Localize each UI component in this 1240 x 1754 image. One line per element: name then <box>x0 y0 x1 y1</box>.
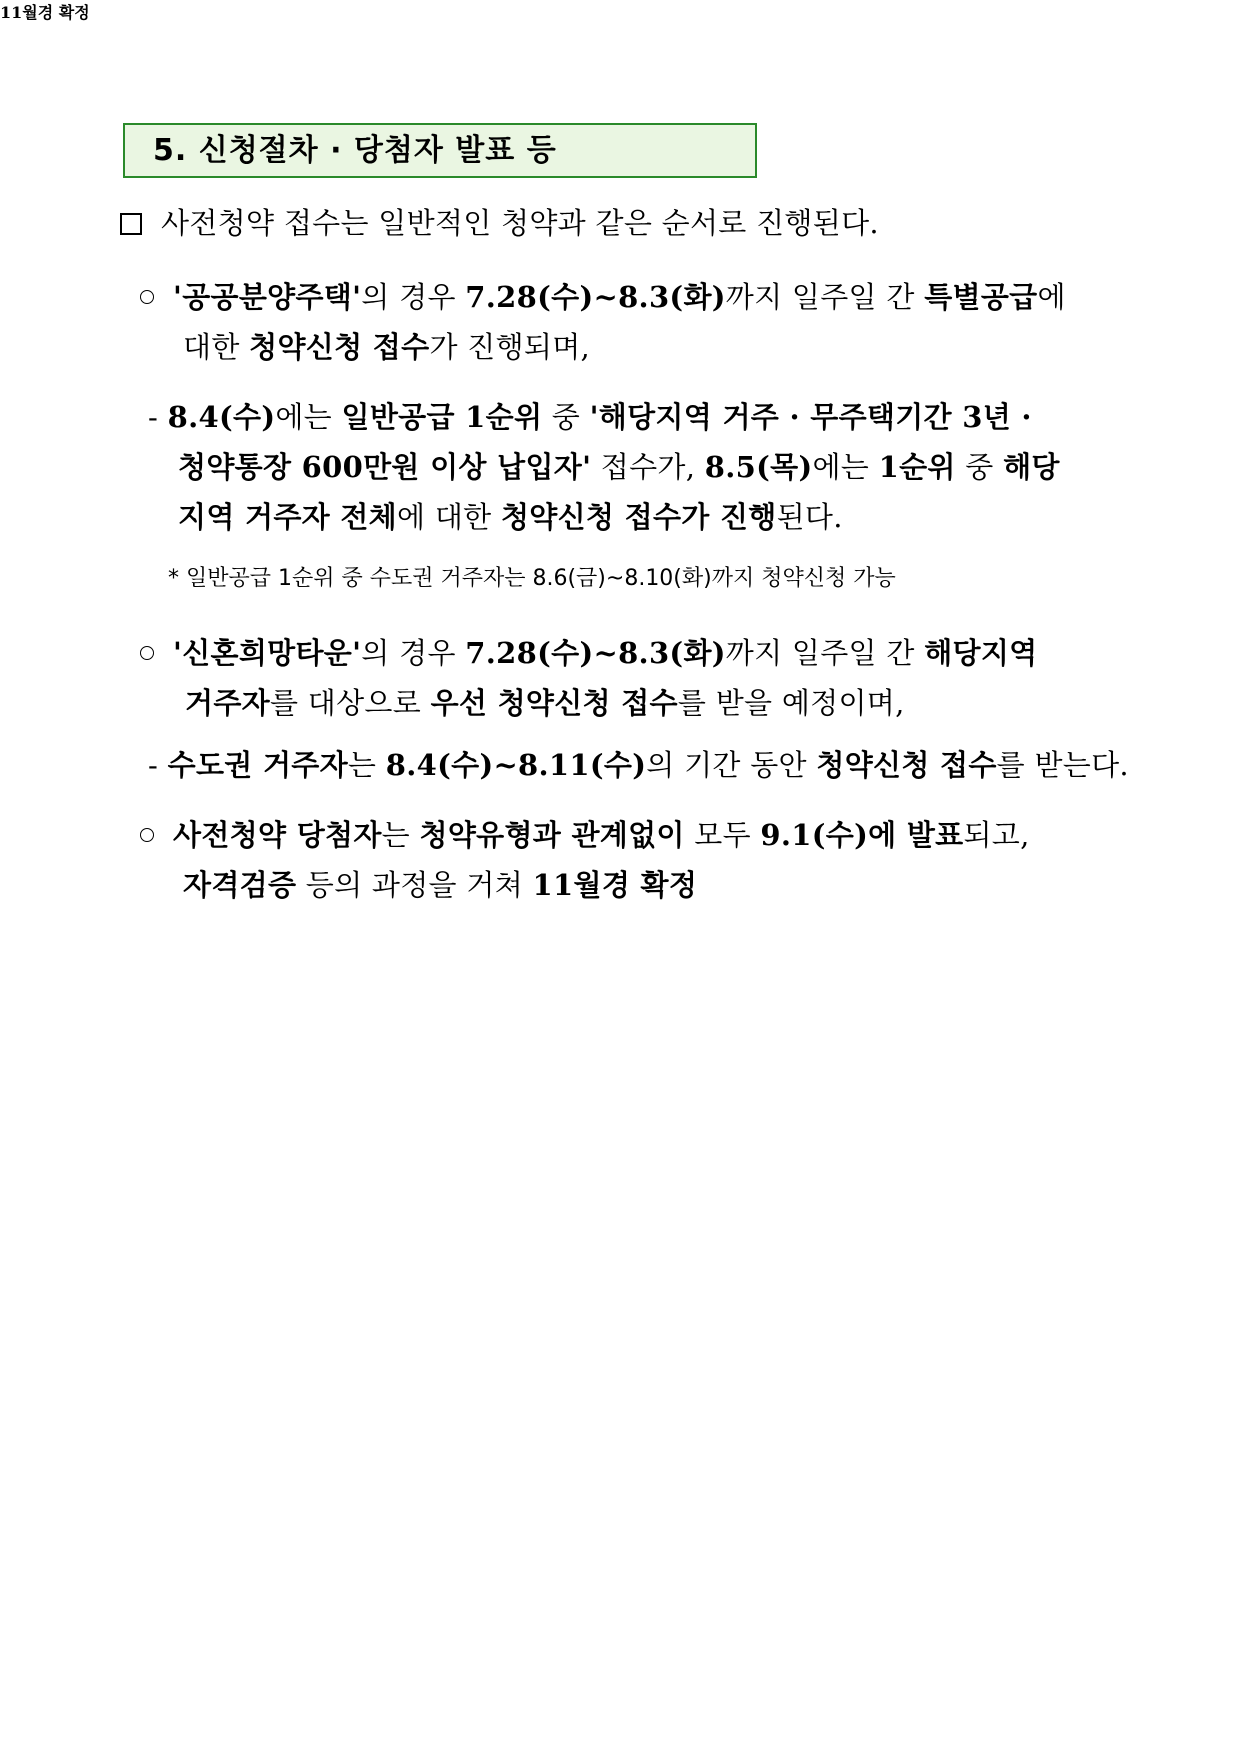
paragraph-4-line-2: 거주자를 대상으로 우선 청약신청 접수를 받을 예정이며, <box>185 686 905 720</box>
paragraph-6-line-2: 자격검증 등의 과정을 거쳐 11월경 확정 <box>183 868 698 902</box>
paragraph-3-line-2: 청약통장 600만원 이상 납입자' 접수가, 8.5(목)에는 1순위 중 해당 <box>178 450 1060 484</box>
paragraph-5: - 수도권 거주자는 8.4(수)~8.11(수)의 기간 동안 청약신청 접수를 받는다. <box>148 748 1129 782</box>
circle-bullet-icon <box>140 828 154 842</box>
circle-bullet-icon <box>140 646 154 660</box>
paragraph-6-line-1: 사전청약 당첨자는 청약유형과 관계없이 모두 9.1(수)에 발표되고, <box>140 810 1030 860</box>
paragraph-2-line-1: '공공분양주택'의 경우 7.28(수)~8.3(화)까지 일주일 간 특별공급에 <box>140 272 1066 322</box>
note-1: * 일반공급 1순위 중 수도권 거주자는 8.6(금)~8.10(화)까지 청약신청 가능 <box>168 566 896 591</box>
section-heading: 5. 신청절차 · 당첨자 발표 등 <box>123 123 757 178</box>
paragraph-1-text: 사전청약 접수는 일반적인 청약과 같은 순서로 진행된다. <box>161 206 879 240</box>
paragraph-1 <box>120 198 879 248</box>
checkbox-bullet-icon <box>120 213 142 235</box>
paragraph-3-line-1: - 8.4(수)에는 일반공급 1순위 중 '해당지역 거주 · 무주택기간 3년 · <box>148 400 1032 434</box>
paragraph-4-line-1: '신혼희망타운'의 경우 7.28(수)~8.3(화)까지 일주일 간 해당지역 <box>140 628 1038 678</box>
circle-bullet-icon <box>140 290 154 304</box>
paragraph-2-line-2: 대한 청약신청 접수가 진행되며, <box>183 330 591 364</box>
paragraph-3-line-3: 지역 거주자 전체에 대한 청약신청 접수가 진행된다. <box>178 500 843 534</box>
